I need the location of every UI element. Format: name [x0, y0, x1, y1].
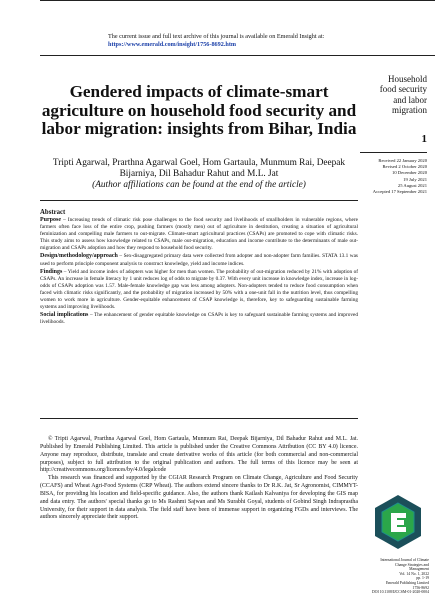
history-date: Accepted 17 September 2021 [372, 189, 427, 195]
journal-line: Vol. 14 No. 1, 2022 [399, 571, 429, 576]
article-title: Gendered impacts of climate-smart agriculture on household food security and labor migration: insights from Bihar, India [41, 82, 357, 139]
running-head-line: food security [379, 84, 427, 95]
journal-header [0, 0, 435, 56]
license-notice [40, 436, 358, 522]
journal-line: Emerald Publishing Limited [385, 580, 429, 585]
journal-line: International Journal of Climate [380, 558, 429, 562]
history-date: Revised 2 October 2020 [382, 164, 427, 170]
abstract-section [40, 217, 358, 252]
abstract-section-label: Social implications [40, 312, 89, 319]
abstract-section-text: – Sex-disaggregated primary data were collected from adopter and non-adopter farm families. STATA 13.1 was used to perform principle component analysis to construct knowledge, yield and income indices. [40, 253, 358, 267]
journal-line: Change Strategies and [395, 562, 429, 567]
logo-letter-e [391, 513, 406, 532]
running-head-line: and labor [393, 94, 427, 105]
journal-metadata [357, 558, 429, 595]
abstract-section [40, 312, 358, 326]
journal-line: pp. 1-19 [416, 576, 429, 581]
abstract-section-label: Design/methodology/approach [40, 253, 118, 260]
article-history [347, 158, 427, 195]
license-paragraph: © Tripti Agarwal, Prarthna Agarwal Goel, Hom Gartaula, Munmum Rai, Deepak Bijarniya, Dil Bahadur Rahut and M.L. Jat. Published by Emerald Publishing Limited. This article is published under the Creative Commons Attribution (CC BY 4.0) licence. Anyone may reproduce, distribute, translate and create derivative works of this article (for both commercial and non-commercial purposes), subject to full attribution to the original publication and authors. The full terms of this licence may be seen at http://creativecommons.org/licences/by/4.0/legalcode [40, 436, 358, 474]
running-head-line: Household [388, 74, 427, 84]
page-number: 1 [421, 133, 427, 145]
margin-rule [360, 152, 427, 153]
abstract-top-rule [40, 200, 358, 201]
abstract-section-label: Findings [40, 268, 63, 275]
header-bottom-rule [40, 55, 435, 56]
running-head-line: migration [392, 104, 427, 115]
archive-note [108, 33, 428, 50]
journal-line: Management [409, 567, 429, 572]
author-list: Tripti Agarwal, Prarthna Agarwal Goel, Hom Gartaula, Munmum Rai, Deepak Bijarniya, Dil Bahadur Rahut and M.L. Jat [52, 158, 346, 180]
abstract-section-text: – Yield and income index of adopters was higher for men than women. The probability of out-migration reduced by 21% with adoption of CSAPs. An increase in female literacy by 1 unit reduces log of odds to migrate by 0.37. With every unit increase in knowledge index, increase in log-odds of CSAPs adoption was 1.57. Male-female knowledge gap was less among adopters. Non-adopters tended to reduce food consumption when faced with climatic risks significantly, and the probability of migration increased by 50% with a one-unit fall in the nutrition level, thus compelling women to work more in agriculture. Gender-equitable enhancement of CSAP knowledge is, therefore, key to safeguarding sustainable farming systems and improving livelihoods. [40, 268, 358, 310]
archive-note-text: The current issue and full text archive of this journal is available on Emerald Insight at: [108, 33, 325, 40]
archive-link[interactable]: https://www.emerald.com/insight/1756-8692.htm [108, 41, 237, 49]
affiliation-note: (Author affiliations can be found at the end of the article) [92, 180, 306, 191]
funding-paragraph: This research was financed and supported by the CGIAR Research Program on Climate Change, Agriculture and Food Security (CCAFS) and Wheat Agri-Food Systems (CRP Wheat). The authors extend sincere thanks to Dr R.K. Jat, Sr Agronomist, CIMMYT-BISA, for providing his location and field-specific guidance. Also, the authors thank Kailash Kalvaniya for developing the GIS map and data entry. The authors' special thanks go to Ms Rashmi Sajwan and Ms Surabhi Goyal, students of Gobind Singh Indraprastha University, for their support in data analysis. The field staff have been of immense support in organizing FGDs and interviews. The authors sincerely appreciate their support. [40, 475, 358, 521]
abstract-heading: Abstract [40, 209, 66, 216]
history-date: 10 December 2020 [392, 170, 427, 176]
abstract-section [40, 253, 358, 267]
journal-line: DOI 10.1108/IJCCSM-01-2020-0004 [371, 590, 429, 595]
abstract-section-text: – The enhancement of gender equitable knowledge on CSAPs is key to safeguard sustainable farming systems and improved livelihoods. [40, 312, 358, 326]
header-top-rule [40, 0, 435, 1]
history-date: 25 August 2021 [397, 182, 427, 188]
abstract-bottom-rule [40, 418, 358, 419]
abstract-section-text: – Increasing trends of climatic risk pose challenges to the food security and livelihoods of smallholders in vulnerable regions, where farmers often face loss of the entire crop, pushing farmers (mostly men) out of agriculture in destitution, creating a situation of agricultural feminization and compelling male farmers to out-migrate. Climate-smart agricultural practices (CSAPs) are promoted to cope with climatic risks. This study aims to assess how knowledge related to CSAPs, male out-migration, education and income contribute to the determinants of male out-migration and CSAPs adoption and how they respond to household food security. [40, 217, 358, 252]
abstract [40, 209, 358, 328]
history-date: Received 22 January 2020 [378, 158, 427, 163]
abstract-section [40, 269, 358, 311]
abstract-section-label: Purpose [40, 217, 61, 224]
history-date: 19 July 2021 [403, 176, 427, 182]
emerald-logo-icon [373, 493, 423, 551]
running-head [357, 74, 427, 115]
author-block [40, 158, 358, 192]
journal-line: 1756-8692 [412, 585, 429, 590]
